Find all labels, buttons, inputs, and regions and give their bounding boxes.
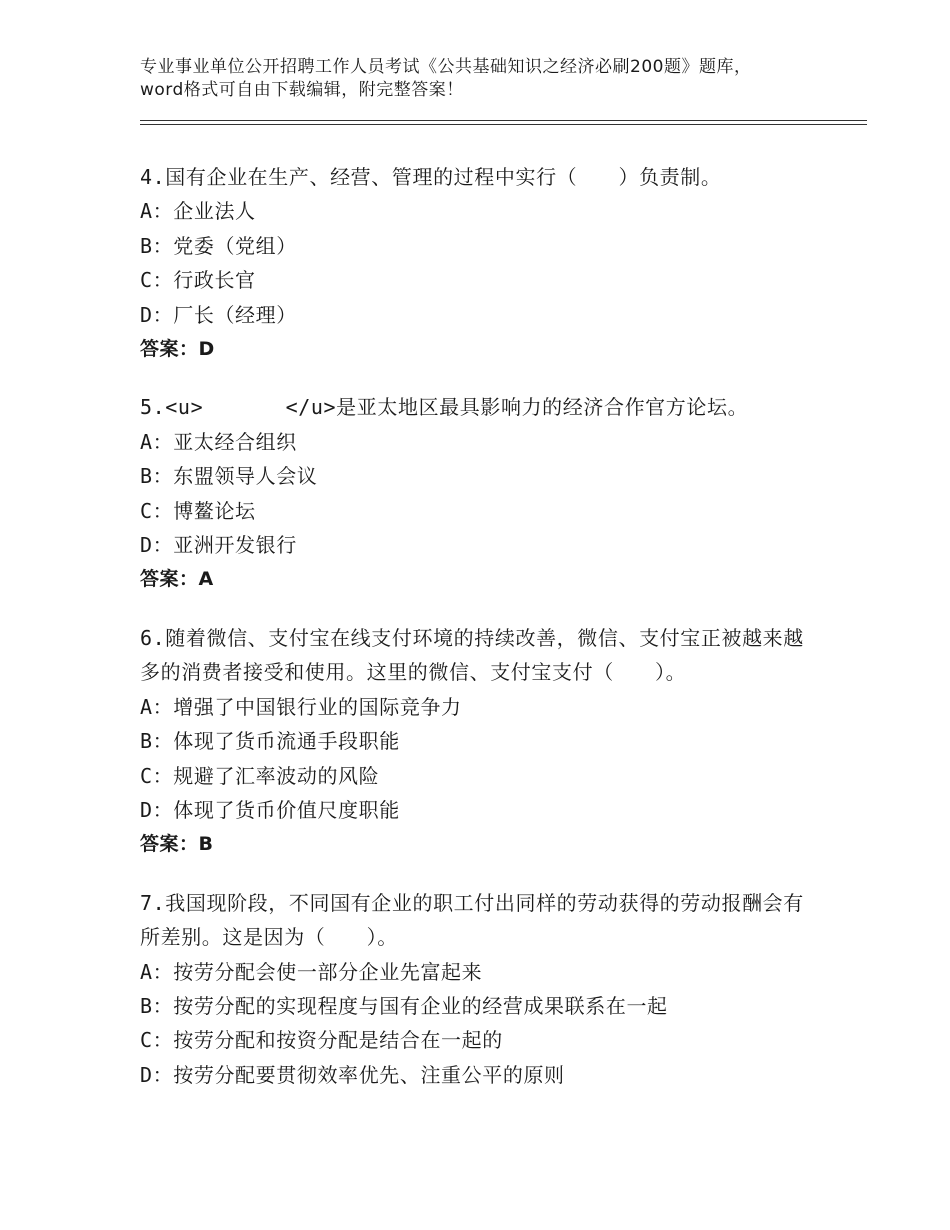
option-d: D：按劳分配要贯彻效率优先、注重公平的原则 — [140, 1062, 565, 1087]
option-c: C：规避了汇率波动的风险 — [140, 763, 380, 788]
option-a: A：亚太经合组织 — [140, 429, 297, 454]
question-7 — [140, 886, 820, 1092]
question-6 — [140, 621, 820, 862]
question-list — [140, 160, 820, 1116]
question-5 — [140, 390, 820, 596]
option-b: B：党委（党组） — [140, 233, 297, 258]
question-text: 6.随着微信、支付宝在线支付环境的持续改善，微信、支付宝正被越来越多的消费者接受和使用。这里的微信、支付宝支付（ ）。 — [140, 625, 804, 685]
document-header: 专业事业单位公开招聘工作人员考试《公共基础知识之经济必刷200题》题库，word格式可自由下载编辑，附完整答案！ — [140, 57, 752, 100]
option-b: B：体现了货币流通手段职能 — [140, 729, 400, 754]
question-4 — [140, 160, 820, 366]
option-a: A：企业法人 — [140, 199, 256, 224]
option-d: D：厂长（经理） — [140, 302, 297, 327]
option-d: D：亚洲开发银行 — [140, 533, 297, 558]
question-text: 4.国有企业在生产、经营、管理的过程中实行（ ）负责制。 — [140, 165, 722, 189]
option-a: A：增强了中国银行业的国际竞争力 — [140, 694, 462, 719]
option-c: C：博鳌论坛 — [140, 498, 256, 523]
option-b: B：按劳分配的实现程度与国有企业的经营成果联系在一起 — [140, 993, 668, 1018]
question-text: 7.我国现阶段，不同国有企业的职工付出同样的劳动获得的劳动报酬会有所差别。这是因为（ ）。 — [140, 890, 804, 950]
option-d: D：体现了货币价值尺度职能 — [140, 797, 400, 822]
option-c: C：按劳分配和按资分配是结合在一起的 — [140, 1028, 503, 1053]
option-b: B：东盟领导人会议 — [140, 464, 318, 489]
answer: 答案：B — [140, 833, 214, 856]
answer: 答案：A — [140, 568, 214, 591]
header-divider — [140, 120, 867, 125]
answer: 答案：D — [140, 338, 215, 361]
option-c: C：行政长官 — [140, 268, 256, 293]
option-a: A：按劳分配会使一部分企业先富起来 — [140, 959, 483, 984]
question-text: 5.<u> </u>是亚太地区最具影响力的经济合作官方论坛。 — [140, 395, 749, 420]
